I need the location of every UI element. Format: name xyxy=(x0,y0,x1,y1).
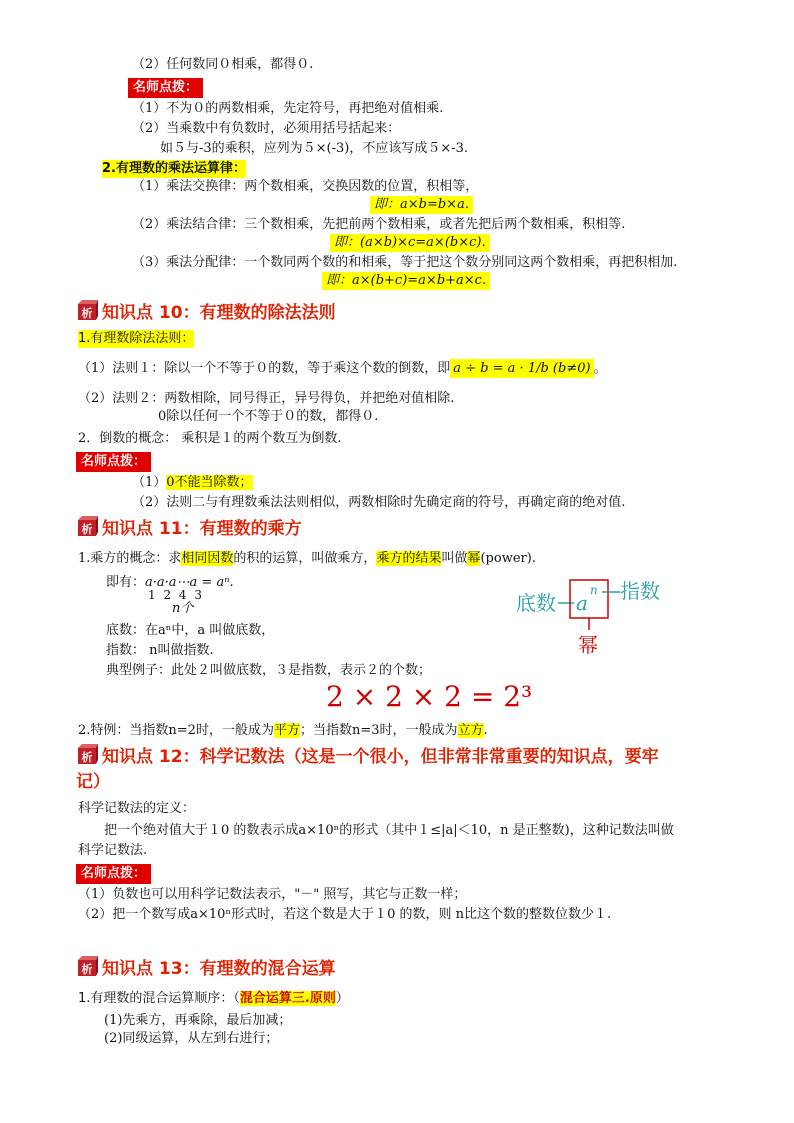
text-line: 1.乘方的概念：求相同因数的积的运算，叫做乘方，乘方的结果叫做幂(power). xyxy=(78,551,536,566)
text-line: 把一个绝对值大于１0 的数表示成a×10ⁿ的形式（其中１≤|a|＜10，n 是正整数)，这种记数法叫做 xyxy=(104,823,674,838)
teacher-tip-label: 名师点拨： xyxy=(76,452,151,472)
text-line: 如５与-3的乘积，应列为５×(-3)，不应该写成５×-3. xyxy=(160,141,469,156)
text-line: 2．倒数的概念： 乘积是１的两个数互为倒数. xyxy=(78,431,342,446)
formula: a·a·a⋯a = aⁿ. xyxy=(145,575,234,590)
section-title: 知识点 13：有理数的混合运算 xyxy=(102,959,336,979)
formula: 即：(a×b)×c=a×(b×c). xyxy=(330,234,490,252)
formula: 即：a×(b+c)=a×b+a×c. xyxy=(322,272,490,290)
analysis-badge-icon xyxy=(76,744,98,766)
text-line: （1）法则１：除以一个不等于０的数，等于乘这个数的倒数，即 a ÷ b = a · 1/b (b≠0) 。 xyxy=(78,361,607,376)
section-heading xyxy=(76,744,659,769)
underbrace-count: n个 xyxy=(172,601,194,616)
section-title-continued: 记） xyxy=(76,772,110,792)
text-line: 1.有理数的混合运算顺序：（混合运算三.原则） xyxy=(78,991,349,1006)
section-heading xyxy=(76,516,302,541)
formula: 即：a×b=b×a. xyxy=(370,196,473,214)
text-line: （1）乘法交换律：两个数相乘，交换因数的位置，积相等， xyxy=(132,179,479,194)
diagram-base-label: 底数 xyxy=(516,591,556,615)
text-line: （1）不为０的两数相乘，先定符号，再把绝对值相乘. xyxy=(132,101,444,116)
text-line: （2）任何数同０相乘，都得０. xyxy=(132,57,314,72)
text-line: 科学记数法. xyxy=(78,843,148,858)
subsection-title: 2.有理数的乘法运算律： xyxy=(102,161,246,176)
text-line: （3）乘法分配律：一个数同两个数的和相乘，等于把这个数分别同这两个数相乘，再把积相加. xyxy=(132,255,678,270)
teacher-tip-label: 名师点拨： xyxy=(128,78,203,98)
svg-text:析: 析 xyxy=(81,523,93,536)
section-heading xyxy=(76,300,336,325)
text-line: 即有：a·a·a⋯a = aⁿ. xyxy=(106,575,234,590)
diagram-a: a xyxy=(576,591,588,615)
subsection-title: 1.有理数除法法则： xyxy=(78,331,195,346)
text-line: 指数： n叫做指数. xyxy=(106,643,214,658)
text-line: （1）0不能当除数； xyxy=(132,475,253,490)
analysis-badge-icon xyxy=(76,300,98,322)
text-line: 底数：在aⁿ中，a 叫做底数， xyxy=(106,623,275,638)
text-line: (1)先乘方，再乘除，最后加减； xyxy=(104,1013,292,1028)
text-line: （2）法则２：两数相除，同号得正，异号得负，并把绝对值相除. xyxy=(78,391,455,406)
formula: a ÷ b = a · 1/b (b≠0) xyxy=(450,359,593,378)
example-formula: 2 × 2 × 2 = 2³ xyxy=(326,680,533,713)
teacher-tip-label: 名师点拨： xyxy=(76,864,151,884)
text-line: （2）把一个数写成a×10ⁿ形式时，若这个数是大于１0 的数，则 n比这个数的整数位数少１. xyxy=(78,907,612,922)
section-title: 知识点 10：有理数的除法法则 xyxy=(102,303,336,323)
svg-text:析: 析 xyxy=(81,751,93,764)
section-title: 知识点 12：科学记数法（这是一个很小，但非常非常重要的知识点，要牢 xyxy=(102,747,659,767)
text-line: 2.特例：当指数n=2时，一般成为平方；当指数n=3时，一般成为立方. xyxy=(78,723,488,738)
text-line: （2）乘法结合律：三个数相乘，先把前两个数相乘，或者先把后两个数相乘，积相等. xyxy=(132,217,626,232)
section-heading xyxy=(76,956,336,981)
text-line: 科学记数法的定义： xyxy=(78,801,196,816)
text-line: （2）当乘数中有负数时，必须用括号括起来： xyxy=(132,121,401,136)
section-title: 知识点 11：有理数的乘方 xyxy=(102,519,302,539)
power-diagram xyxy=(512,574,672,658)
svg-text:析: 析 xyxy=(81,307,93,320)
text-line: 0除以任何一个不等于０的数，都得０. xyxy=(158,409,379,424)
diagram-n: n xyxy=(590,583,598,597)
analysis-badge-icon xyxy=(76,516,98,538)
analysis-badge-icon xyxy=(76,956,98,978)
svg-text:析: 析 xyxy=(81,963,93,976)
diagram-power-label: 幂 xyxy=(578,633,598,657)
text-line: （2）法则二与有理数乘法法则相似，两数相除时先确定商的符号，再确定商的绝对值. xyxy=(132,495,626,510)
text-line: （1）负数也可以用科学记数法表示，"－" 照写，其它与正数一样； xyxy=(78,887,467,902)
text-line: (2)同级运算，从左到右进行； xyxy=(104,1031,279,1046)
diagram-exponent-label: 指数 xyxy=(620,579,660,603)
underbrace-labels: 1 2 4 3 xyxy=(148,588,204,602)
text-line: 典型例子：此处２叫做底数，３是指数，表示２的个数； xyxy=(106,663,432,678)
